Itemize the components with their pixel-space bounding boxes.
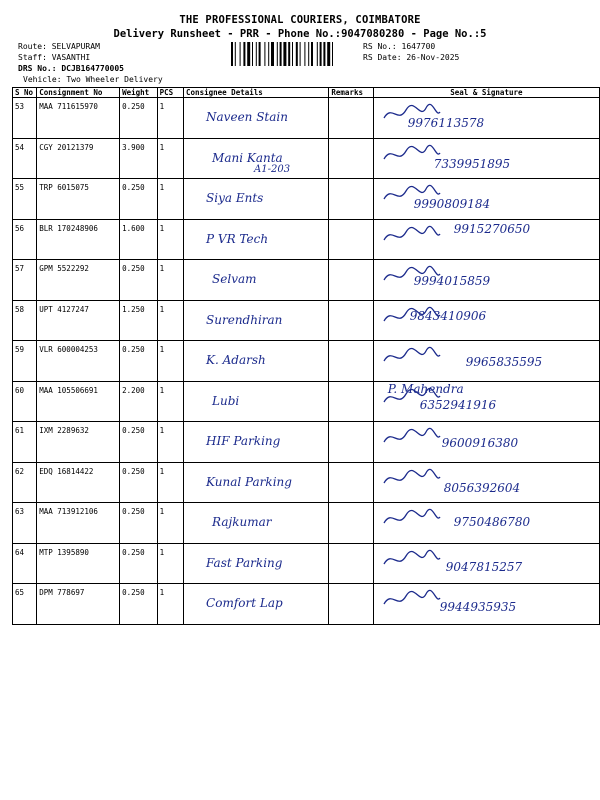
- row-sno: 59: [13, 341, 37, 382]
- signature-scribble: [382, 426, 442, 448]
- table-row: [13, 462, 600, 503]
- consignee-handwriting: P VR Tech: [206, 231, 269, 246]
- table-row: [13, 219, 600, 260]
- row-consignment: TRP 6015075: [37, 179, 120, 220]
- table-row: [13, 422, 600, 463]
- consignee-handwriting: Lubi: [212, 393, 240, 408]
- row-consignee-cell: [184, 422, 329, 463]
- row-consignee-cell: [184, 98, 329, 139]
- row-weight: 0.250: [120, 422, 158, 463]
- staff-label: Staff: VASANTHI: [18, 53, 91, 62]
- consignee-handwriting: Mani Kanta: [212, 150, 283, 165]
- consignee-handwriting: Surendhiran: [206, 312, 283, 327]
- row-signature-cell: [373, 300, 599, 341]
- row-signature-cell: [373, 179, 599, 220]
- row-weight: 0.250: [120, 503, 158, 544]
- col-weight: Weight: [120, 88, 158, 98]
- signature-phone-handwriting: 9750486780: [453, 515, 531, 529]
- row-consignment: MAA 713912106: [37, 503, 120, 544]
- row-remarks: [329, 98, 373, 139]
- row-consignee-cell: [184, 260, 329, 301]
- row-sno: 58: [13, 300, 37, 341]
- consignee-handwriting: Comfort Lap: [206, 596, 283, 610]
- row-consignee-cell: [184, 584, 329, 625]
- row-weight: 1.600: [120, 219, 158, 260]
- row-weight: 2.200: [120, 381, 158, 422]
- row-consignment: EDQ 16814422: [37, 462, 120, 503]
- signature-phone-handwriting: 7339951895: [433, 156, 511, 171]
- rs-date: RS Date: 26-Nov-2025: [363, 53, 460, 62]
- row-consignee-cell: [184, 138, 329, 179]
- row-sno: 64: [13, 543, 37, 584]
- row-consignee-cell: [184, 219, 329, 260]
- row-signature-cell: [373, 503, 599, 544]
- table-row: [13, 584, 600, 625]
- row-remarks: [329, 300, 373, 341]
- drs-label: DRS No.: DCJB164770005: [18, 64, 124, 73]
- row-pcs: 1: [157, 98, 183, 139]
- row-consignment: VLR 600004253: [37, 341, 120, 382]
- row-pcs: 1: [157, 381, 183, 422]
- consignee-handwriting: Selvam: [212, 272, 257, 286]
- row-sno: 60: [13, 381, 37, 422]
- signature-phone-handwriting: 8056392604: [443, 480, 521, 495]
- document-subtitle: Delivery Runsheet - PRR - Phone No.:9047080280 - Page No.:5: [113, 28, 487, 40]
- row-weight: 0.250: [120, 260, 158, 301]
- row-sno: 56: [13, 219, 37, 260]
- row-consignee-cell: [184, 503, 329, 544]
- row-sno: 62: [13, 462, 37, 503]
- signature-phone-handwriting: 9990809184: [413, 197, 491, 211]
- table-row: [13, 503, 600, 544]
- row-consignment: DPM 778697: [37, 584, 120, 625]
- row-consignee-cell: [184, 179, 329, 220]
- row-pcs: 1: [157, 138, 183, 179]
- table-row: [13, 341, 600, 382]
- signature-phone-handwriting: 6352941916: [419, 397, 497, 412]
- row-sno: 53: [13, 98, 37, 139]
- row-sno: 54: [13, 138, 37, 179]
- row-sno: 61: [13, 422, 37, 463]
- signature-scribble: [382, 467, 442, 489]
- row-consignment: BLR 170248906: [37, 219, 120, 260]
- row-pcs: 1: [157, 422, 183, 463]
- row-consignment: IXM 2289632: [37, 422, 120, 463]
- col-remarks: Remarks: [329, 88, 373, 98]
- row-pcs: 1: [157, 341, 183, 382]
- row-consignee-cell: [184, 300, 329, 341]
- row-weight: 0.250: [120, 179, 158, 220]
- table-row: [13, 179, 600, 220]
- row-pcs: 1: [157, 584, 183, 625]
- row-signature-cell: [373, 260, 599, 301]
- row-signature-cell: [373, 584, 599, 625]
- row-signature-cell: [373, 381, 599, 422]
- row-pcs: 1: [157, 179, 183, 220]
- row-weight: 0.250: [120, 341, 158, 382]
- row-consignment: MTP 1395890: [37, 543, 120, 584]
- row-remarks: [329, 341, 373, 382]
- row-pcs: 1: [157, 543, 183, 584]
- consignee-handwriting: Fast Parking: [206, 555, 283, 570]
- row-sno: 55: [13, 179, 37, 220]
- signature-phone-handwriting: 9915270650: [453, 221, 531, 236]
- col-sno: S No: [13, 88, 37, 98]
- row-remarks: [329, 422, 373, 463]
- row-sno: 65: [13, 584, 37, 625]
- col-consignee: Consignee Details: [184, 88, 329, 98]
- row-remarks: [329, 219, 373, 260]
- route-label: Route: SELVAPURAM: [18, 42, 100, 51]
- row-remarks: [329, 462, 373, 503]
- row-consignee-cell: [184, 341, 329, 382]
- row-consignment: UPT 4127247: [37, 300, 120, 341]
- signature-phone-handwriting: 9047815257: [445, 559, 523, 574]
- row-weight: 0.250: [120, 98, 158, 139]
- signature-scribble: [382, 143, 442, 165]
- table-row: [13, 98, 600, 139]
- row-weight: 1.250: [120, 300, 158, 341]
- row-pcs: 1: [157, 503, 183, 544]
- row-pcs: 1: [157, 462, 183, 503]
- signature-phone-handwriting: 9944935935: [439, 600, 517, 614]
- row-signature-cell: [373, 543, 599, 584]
- row-remarks: [329, 260, 373, 301]
- signature-phone-handwriting: 9600916380: [441, 436, 519, 450]
- row-signature-cell: [373, 341, 599, 382]
- col-signature: Seal & Signature: [373, 88, 599, 98]
- signature-phone-handwriting: 9994015859: [413, 274, 491, 288]
- consignee-handwriting: HIF Parking: [206, 434, 281, 448]
- consignee-handwriting: Siya Ents: [206, 191, 264, 205]
- row-consignee-cell: [184, 381, 329, 422]
- row-consignment: MAA 711615970: [37, 98, 120, 139]
- row-signature-cell: [373, 219, 599, 260]
- row-signature-cell: [373, 422, 599, 463]
- signature-scribble: [382, 588, 442, 610]
- consignee-handwriting: Naveen Stain: [206, 110, 288, 124]
- col-pcs: PCS: [157, 88, 183, 98]
- signature-phone-handwriting: 9965835595: [465, 355, 543, 369]
- row-remarks: [329, 381, 373, 422]
- row-remarks: [329, 584, 373, 625]
- row-pcs: 1: [157, 219, 183, 260]
- signature-name-handwriting: P. Mahendra: [387, 381, 464, 396]
- rs-number: RS No.: 1647700: [363, 42, 436, 51]
- vehicle-label: Vehicle: Two Wheeler Delivery: [23, 75, 163, 84]
- table-row: [13, 300, 600, 341]
- signature-scribble: [382, 507, 442, 529]
- table-row: [13, 381, 600, 422]
- row-signature-cell: [373, 462, 599, 503]
- signature-scribble: [382, 548, 442, 570]
- table-row: [13, 260, 600, 301]
- row-weight: 0.250: [120, 462, 158, 503]
- consignee-handwriting: Rajkumar: [212, 515, 272, 529]
- row-weight: 0.250: [120, 584, 158, 625]
- consignee-handwriting: K. Adarsh: [206, 353, 266, 367]
- row-consignment: GPM 5522292: [37, 260, 120, 301]
- row-consignee-cell: [184, 543, 329, 584]
- table-row: [13, 138, 600, 179]
- row-pcs: 1: [157, 260, 183, 301]
- consignee-handwriting-extra: A1-203: [254, 163, 291, 175]
- row-signature-cell: [373, 138, 599, 179]
- row-sno: 57: [13, 260, 37, 301]
- table-header-row: [13, 88, 600, 98]
- row-sno: 63: [13, 503, 37, 544]
- col-consignment: Consignment No: [37, 88, 120, 98]
- signature-phone-handwriting: 9843410906: [409, 308, 487, 323]
- consignee-handwriting: Kunal Parking: [206, 474, 292, 489]
- row-weight: 0.250: [120, 543, 158, 584]
- signature-scribble: [382, 224, 442, 246]
- runsheet-table: [12, 87, 600, 625]
- row-consignee-cell: [184, 462, 329, 503]
- signature-phone-handwriting: 9976113578: [407, 116, 485, 130]
- row-remarks: [329, 138, 373, 179]
- document-title: THE PROFESSIONAL COURIERS, COIMBATORE: [179, 14, 421, 26]
- row-remarks: [329, 543, 373, 584]
- signature-scribble: [382, 345, 442, 367]
- table-row: [13, 543, 600, 584]
- row-remarks: [329, 503, 373, 544]
- row-pcs: 1: [157, 300, 183, 341]
- row-consignment: MAA 105506691: [37, 381, 120, 422]
- barcode-image: [231, 42, 357, 66]
- row-weight: 3.900: [120, 138, 158, 179]
- row-consignment: CGY 20121379: [37, 138, 120, 179]
- row-remarks: [329, 179, 373, 220]
- row-signature-cell: [373, 98, 599, 139]
